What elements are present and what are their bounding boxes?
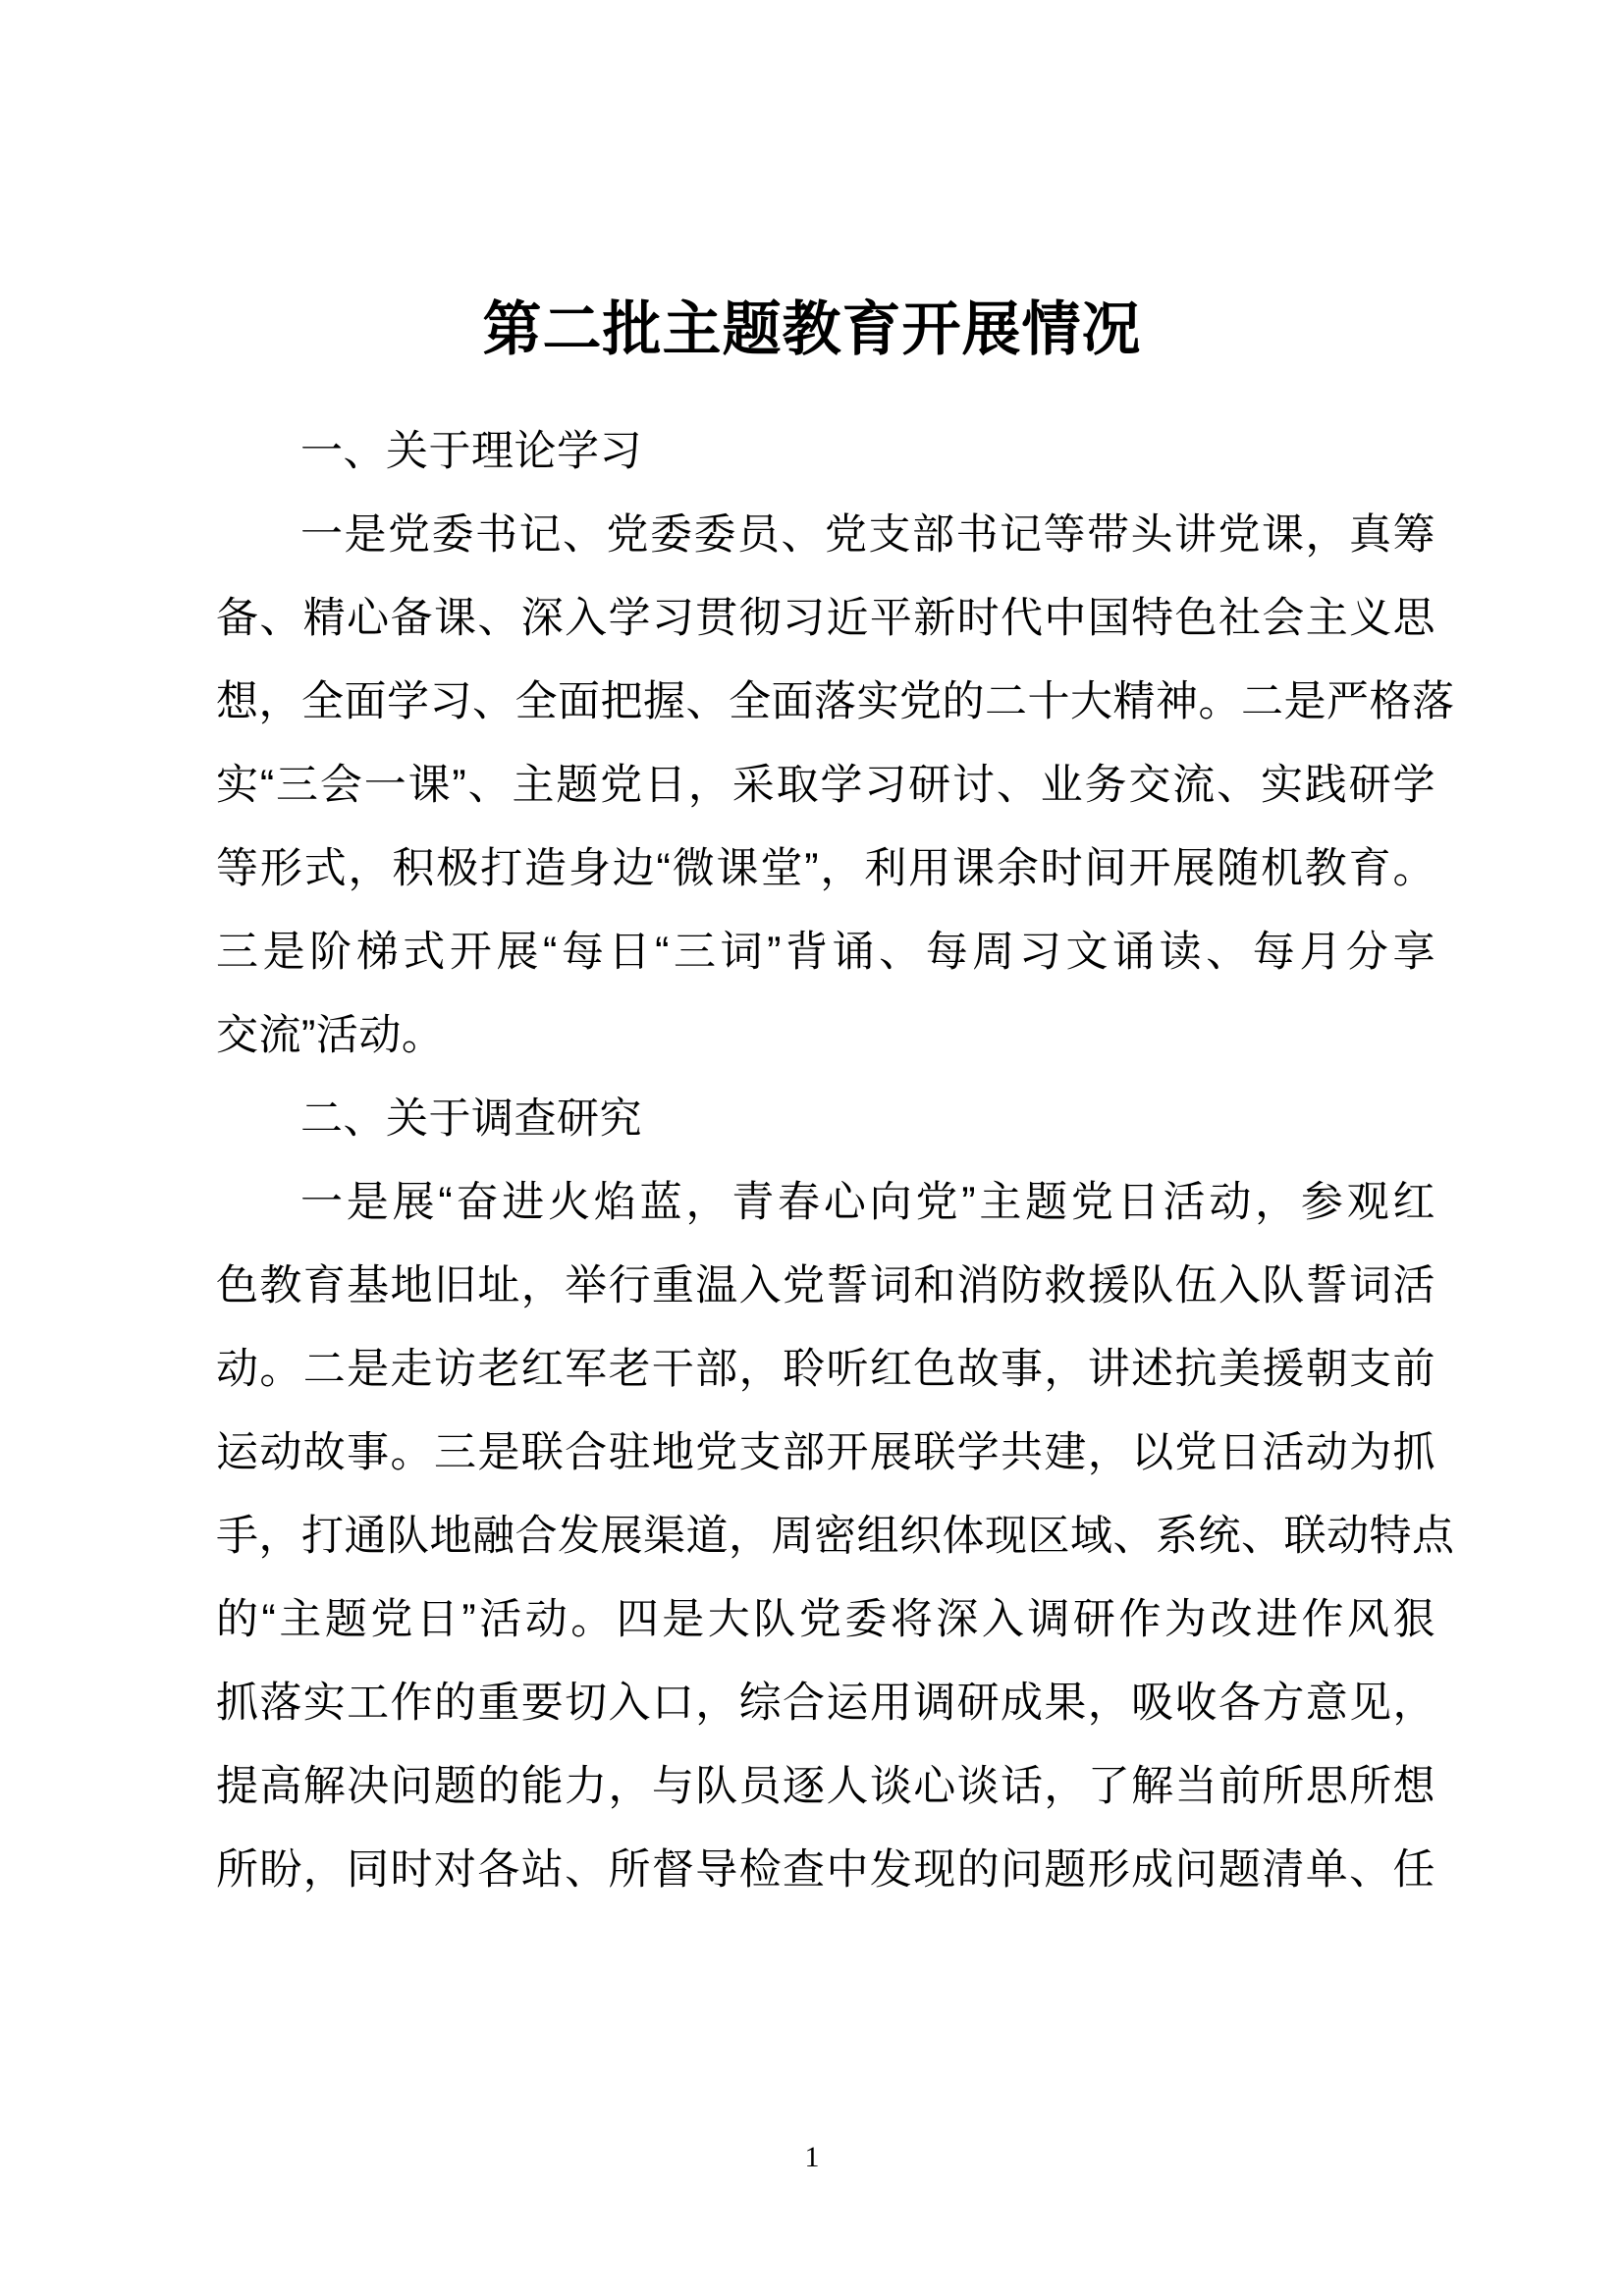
page-title: 第二批主题教育开展情况 bbox=[482, 296, 1142, 362]
text-line: 交流”活动。 bbox=[216, 1012, 445, 1059]
text-line: 三是阶梯式开展“每日“三词”背诵、每周习文诵读、每月分享 bbox=[216, 929, 1435, 976]
text-line: 提高解决问题的能力，与队员逐人谈心谈话，了解当前所思所想 bbox=[216, 1763, 1435, 1810]
text-line: 备、精心备课、深入学习贯彻习近平新时代中国特色社会主义思 bbox=[216, 595, 1435, 642]
section-heading-1: 一、关于理论学习 bbox=[300, 428, 642, 475]
text-line: 等形式，积极打造身边“微课堂”，利用课余时间开展随机教育。 bbox=[216, 845, 1435, 892]
section-heading-2: 二、关于调查研究 bbox=[300, 1095, 642, 1143]
text-line: 所盼，同时对各站、所督导检查中发现的问题形成问题清单、任 bbox=[216, 1846, 1435, 1894]
text-line: 想，全面学习、全面把握、全面落实党的二十大精神。二是严格落 bbox=[216, 678, 1455, 725]
text-line: 一是展“奋进火焰蓝，青春心向党”主题党日活动，参观红 bbox=[300, 1179, 1435, 1226]
document-body bbox=[216, 410, 1455, 1912]
text-line: 手，打通队地融合发展渠道，周密组织体现区域、系统、联动特点 bbox=[216, 1513, 1455, 1560]
text-line: 的“主题党日”活动。四是大队党委将深入调研作为改进作风狠 bbox=[216, 1596, 1435, 1643]
text-line: 抓落实工作的重要切入口，综合运用调研成果，吸收各方意见， bbox=[216, 1680, 1435, 1727]
text-line: 色教育基地旧址，举行重温入党誓词和消防救援队伍入队誓词活 bbox=[216, 1262, 1435, 1309]
text-line: 动。二是走访老红军老干部，聆听红色故事，讲述抗美援朝支前 bbox=[216, 1346, 1435, 1393]
paragraph-1-1 bbox=[216, 494, 1455, 1078]
page-number: 1 bbox=[804, 2141, 820, 2173]
text-line: 运动故事。三是联合驻地党支部开展联学共建，以党日活动为抓 bbox=[216, 1429, 1435, 1476]
text-line: 一是党委书记、党委委员、党支部书记等带头讲党课，真筹 bbox=[300, 511, 1435, 559]
text-line: 实“三会一课”、主题党日，采取学习研讨、业务交流、实践研学 bbox=[216, 762, 1435, 809]
paragraph-2-1 bbox=[216, 1161, 1455, 1912]
